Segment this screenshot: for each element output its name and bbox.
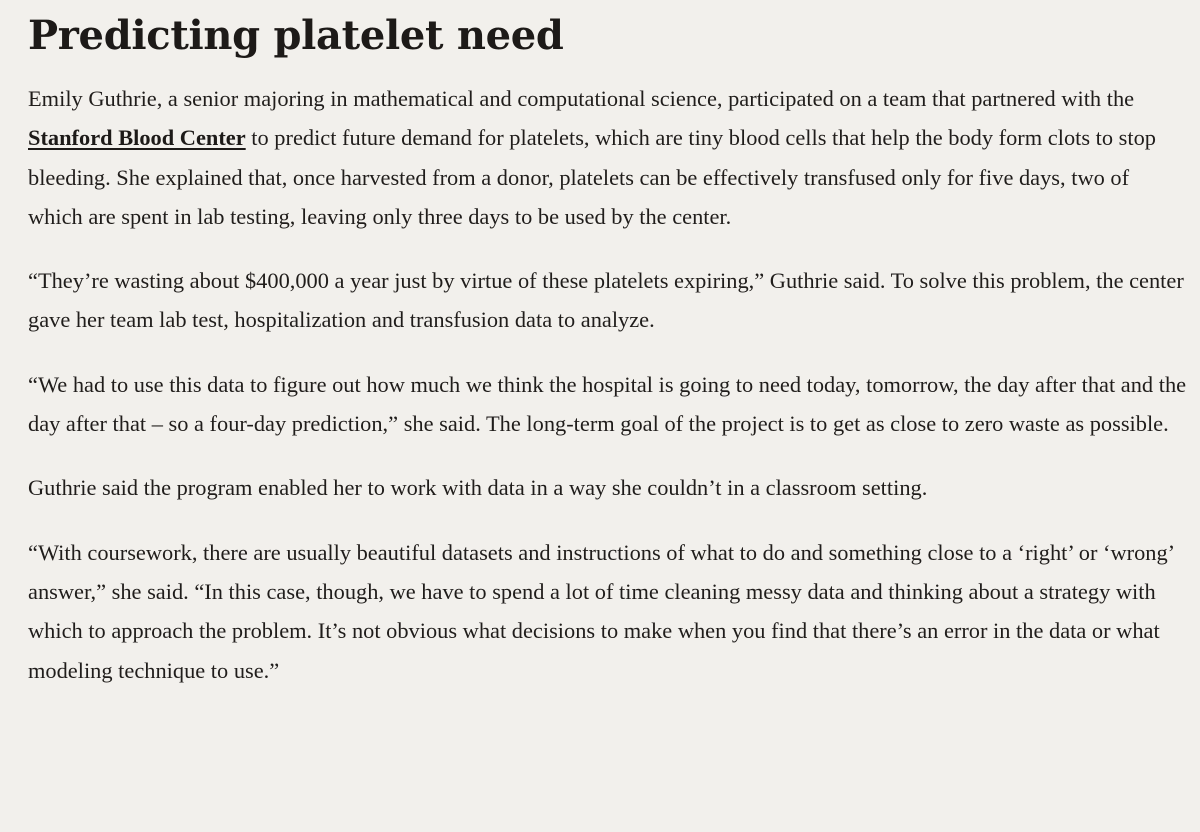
paragraph-intro — [28, 79, 1188, 236]
paragraph-classroom: Guthrie said the program enabled her to work with data in a way she couldn’t in a classroom setting. — [28, 475, 928, 501]
paragraph-quote-prediction: “We had to use this data to figure out how much we think the hospital is going to need today, tomorrow, the day after that and the day after that – so a four-day prediction,” she said. The long-term goal of the project is to get as close to zero waste as possible. — [28, 371, 1187, 437]
paragraph-intro-text-before-link: Emily Guthrie, a senior majoring in mathematical and computational science, participated on a team that partnered with the — [28, 86, 1135, 111]
section-heading: Predicting platelet need — [28, 12, 564, 59]
paragraph-quote-waste: “They’re wasting about $400,000 a year just by virtue of these platelets expiring,” Guthrie said. To solve this problem, the center gave her team lab test, hospitalization and transfusion data to analyze. — [28, 268, 1184, 333]
stanford-blood-center-link[interactable]: Stanford Blood Center — [28, 125, 246, 151]
paragraph-quote-coursework: “With coursework, there are usually beautiful datasets and instructions of what to do and something close to a ‘right’ or ‘wrong’ answer,” she said. “In this case, though, we have to spend a lot of time cleaning messy data and thinking about a strategy with which to approach the problem. It’s not obvious what decisions to make when you find that there’s an error in the data or what modeling technique to use.” — [28, 539, 1174, 683]
article-section — [28, 10, 1188, 715]
paragraph-intro-text-after-link: to predict future demand for platelets, which are tiny blood cells that help the body form clots to stop bleeding. She explained that, once harvested from a donor, platelets can be effectively transfused only for five days, two of which are spent in lab testing, leaving only three days to be used by the center. — [28, 125, 1157, 229]
